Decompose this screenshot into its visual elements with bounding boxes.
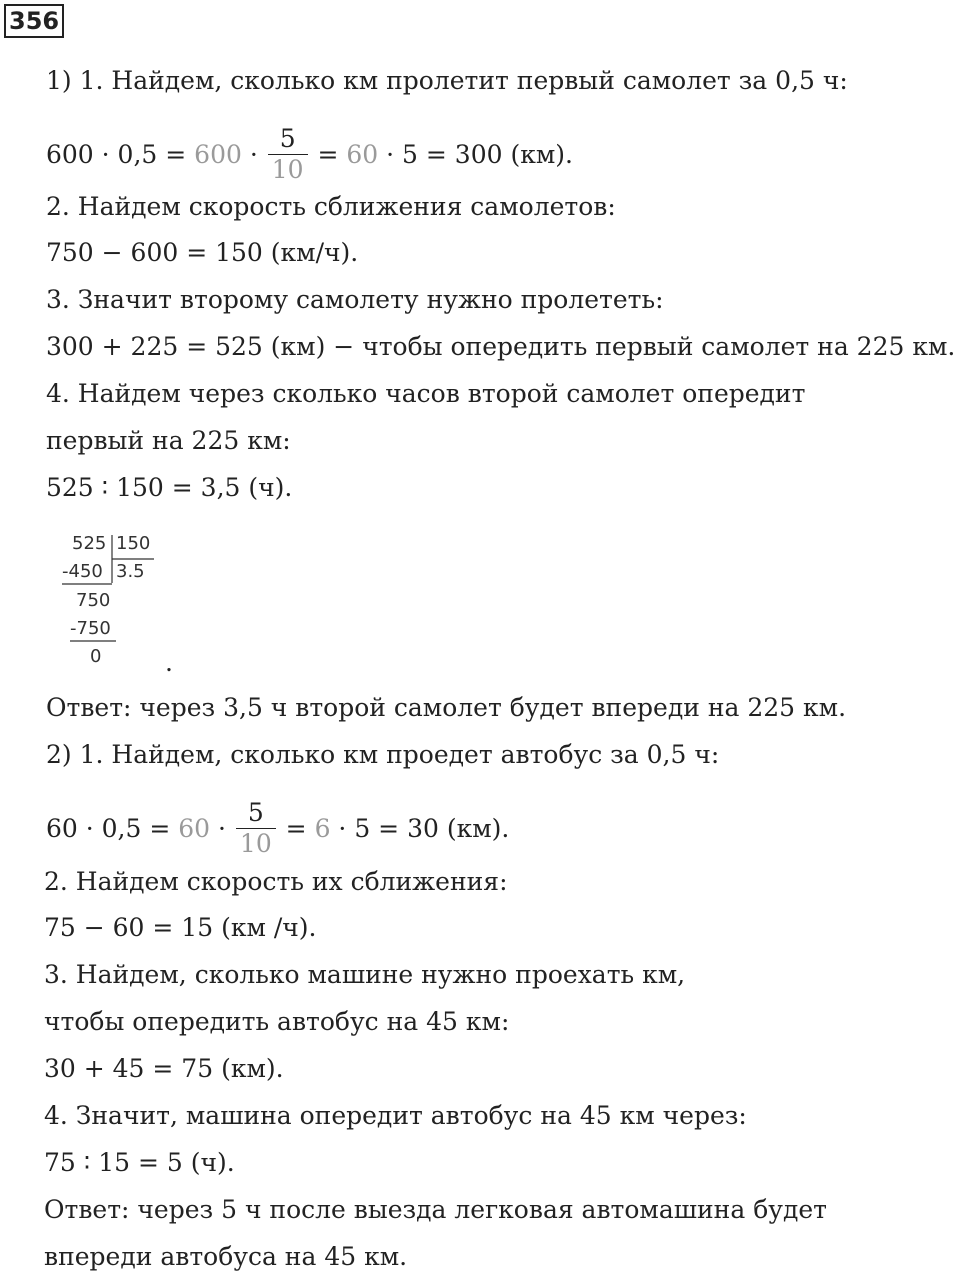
- p2-eq1-f: · 5 = 30 (км).: [330, 814, 510, 843]
- p1-frac-num: 5: [268, 124, 308, 155]
- p1-equation4: 525 ∶ 150 = 3,5 (ч).: [46, 473, 293, 502]
- p1-eq1-d: =: [309, 140, 347, 169]
- p2-eq1-d: =: [277, 814, 315, 843]
- p1-step2: 2. Найдем скорость сближения самолетов:: [46, 192, 616, 221]
- ld-sub1: -450: [62, 561, 103, 582]
- p2-step2: 2. Найдем скорость их сближения:: [44, 867, 508, 896]
- p2-answer-b: впереди автобуса на 45 км.: [44, 1242, 408, 1271]
- p2-eq1-b: 60: [178, 814, 211, 843]
- p1-answer: Ответ: через 3,5 ч второй самолет будет впереди на 225 км.: [46, 693, 847, 722]
- trailing-dot: .: [165, 648, 173, 677]
- p1-step3: 3. Значит второму самолету нужно пролететь:: [46, 285, 664, 314]
- p2-step4: 4. Значит, машина опередит автобус на 45 км через:: [44, 1101, 747, 1130]
- p2-step1: 2) 1. Найдем, сколько км проедет автобус за 0,5 ч:: [46, 740, 720, 769]
- ld-quotient: 3.5: [116, 561, 145, 582]
- ld-rem2: 0: [90, 646, 102, 667]
- p2-eq1-c: ·: [210, 814, 234, 843]
- p2-eq1-e: 6: [314, 814, 331, 843]
- p2-equation1: [46, 800, 509, 861]
- p1-step1: 1) 1. Найдем, сколько км пролетит первый самолет за 0,5 ч:: [46, 66, 848, 95]
- p2-step3b: чтобы опередить автобус на 45 км:: [44, 1007, 510, 1036]
- p1-eq1-e: 60: [346, 140, 379, 169]
- p1-equation3: 300 + 225 = 525 (км) − чтобы опередить первый самолет на 225 км.: [46, 332, 956, 361]
- p1-step4b: первый на 225 км:: [46, 426, 291, 455]
- ld-divisor: 150: [116, 533, 151, 554]
- p2-eq1-a: 60 · 0,5 =: [46, 814, 179, 843]
- ld-dividend: 525: [72, 533, 107, 554]
- p1-fraction: [268, 124, 308, 185]
- ld-lines: [58, 533, 168, 663]
- p2-frac-num: 5: [236, 798, 276, 829]
- ld-rem1: 750: [76, 590, 111, 611]
- p2-equation4: 75 ∶ 15 = 5 (ч).: [44, 1148, 235, 1177]
- p1-eq1-b: 600: [194, 140, 242, 169]
- p2-answer-a: Ответ: через 5 ч после выезда легковая автомашина будет: [44, 1195, 827, 1224]
- ld-sub2: -750: [70, 618, 111, 639]
- p2-fraction: [236, 798, 276, 859]
- p2-equation3: 30 + 45 = 75 (км).: [44, 1054, 284, 1083]
- p1-step4a: 4. Найдем через сколько часов второй самолет опередит: [46, 379, 806, 408]
- p1-eq1-c: ·: [241, 140, 266, 169]
- p1-equation2: 750 − 600 = 150 (км/ч).: [46, 238, 359, 267]
- p1-eq1-f: · 5 = 300 (км).: [378, 140, 573, 169]
- p2-equation2: 75 − 60 = 15 (км /ч).: [44, 913, 317, 942]
- p1-equation1: [46, 126, 573, 187]
- p2-step3a: 3. Найдем, сколько машине нужно проехать км,: [44, 960, 686, 989]
- problem-number-badge: 356: [4, 4, 64, 38]
- p1-frac-den: 10: [271, 155, 304, 184]
- p1-eq1-a: 600 · 0,5 =: [46, 140, 195, 169]
- p2-frac-den: 10: [239, 829, 272, 858]
